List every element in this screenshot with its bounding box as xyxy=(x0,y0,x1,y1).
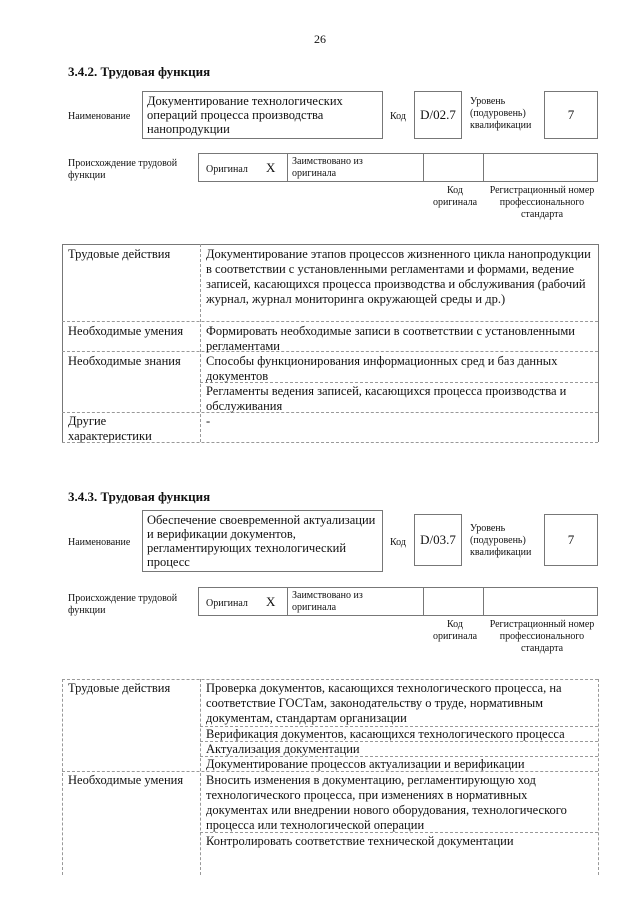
level-label: Уровень (подуровень) квалификации xyxy=(470,523,532,558)
row-label-knowledge: Необходимые знания xyxy=(68,354,181,368)
original-label: Оригинал xyxy=(206,598,248,609)
page-number: 26 xyxy=(314,32,326,46)
row-label-skills: Необходимые умения xyxy=(68,324,184,338)
row-text: Актуализация документации xyxy=(206,742,360,756)
original-mark: X xyxy=(266,160,276,175)
row-text: Верификация документов, касающихся технологического процесса xyxy=(206,727,565,741)
table-border xyxy=(598,244,599,442)
origin-label: Происхождение трудовой функции xyxy=(68,158,178,181)
origin-divider xyxy=(423,587,424,616)
row-text: - xyxy=(206,414,211,428)
level-value-box xyxy=(544,514,598,566)
row-text: Формировать необходимые записи в соответствии с установленными регламентами xyxy=(206,324,575,353)
level-value: 7 xyxy=(567,107,575,122)
origin-divider xyxy=(287,587,288,616)
origin-divider xyxy=(483,153,484,182)
table-border xyxy=(62,679,63,875)
level-label: Уровень (подуровень) квалификации xyxy=(470,96,532,131)
table-row-divider xyxy=(62,321,598,322)
code-value-box xyxy=(414,514,462,566)
reg-number-label: Регистрационный номер профессионального стандарта xyxy=(489,185,595,220)
borrowed-label: Заимствовано из оригинала xyxy=(292,590,363,613)
code-label: Код xyxy=(390,537,406,548)
row-text: Документирование процессов актуализации и верификации xyxy=(206,757,525,771)
function-name-box xyxy=(142,510,383,572)
origin-label: Происхождение трудовой функции xyxy=(68,593,178,616)
section-title: 3.4.3. Трудовая функция xyxy=(68,489,211,504)
origin-divider xyxy=(423,153,424,182)
borrowed-label: Заимствовано из оригинала xyxy=(292,156,363,179)
name-label: Наименование xyxy=(68,111,131,122)
row-text: Проверка документов, касающихся технологического процесса, на соответствие ГОСТам, законодательству о труде, нормативным документам, стандартам организации xyxy=(206,681,562,725)
function-name-text: Обеспечение своевременной актуализации и верификации документов, регламентирующих технологический процесс xyxy=(147,513,376,569)
origin-divider xyxy=(483,587,484,616)
function-name-box xyxy=(142,91,383,139)
row-text: Вносить изменения в документацию, регламентирующую ход технологического процесса, при изменениях в нормативных документах или внедрении нового оборудования, технологического процесса или технологической операции xyxy=(206,773,567,832)
origin-table xyxy=(198,587,598,616)
table-border xyxy=(62,679,598,680)
code-value-box xyxy=(414,91,462,139)
original-mark: X xyxy=(266,594,276,609)
row-label-other: Другие характеристики xyxy=(68,414,152,443)
code-label: Код xyxy=(390,111,406,122)
origin-table xyxy=(198,153,598,182)
code-original-label: Код оригинала xyxy=(432,619,478,642)
table-border xyxy=(598,679,599,875)
row-label-actions: Трудовые действия xyxy=(68,681,171,695)
code-original-label: Код оригинала xyxy=(432,185,478,208)
row-label-skills: Необходимые умения xyxy=(68,773,184,787)
reg-number-label: Регистрационный номер профессионального стандарта xyxy=(489,619,595,654)
name-label: Наименование xyxy=(68,537,131,548)
table-border xyxy=(62,244,598,245)
code-value: D/03.7 xyxy=(420,532,456,547)
origin-divider xyxy=(287,153,288,182)
original-label: Оригинал xyxy=(206,164,248,175)
code-value: D/02.7 xyxy=(420,107,456,122)
row-label-actions: Трудовые действия xyxy=(68,247,171,261)
row-text: Документирование этапов процессов жизненного цикла нанопродукции в соответствии с установленными регламентами и формами, ведение записей, касающихся процесса производства и обслуживания (рабочий журнал, журнал мониторинга окружающей среды и др.) xyxy=(206,247,591,306)
section-title: 3.4.2. Трудовая функция xyxy=(68,64,211,79)
level-value-box xyxy=(544,91,598,139)
row-text: Контролировать соответствие технической документации xyxy=(206,834,514,848)
row-text: Регламенты ведения записей, касающихся процесса производства и обслуживания xyxy=(206,384,567,413)
level-value: 7 xyxy=(567,532,575,547)
function-name-text: Документирование технологических операций процесса производства нанопродукции xyxy=(147,94,343,136)
table-column-divider xyxy=(200,679,201,875)
row-text: Способы функционирования информационных сред и баз данных документов xyxy=(206,354,558,383)
